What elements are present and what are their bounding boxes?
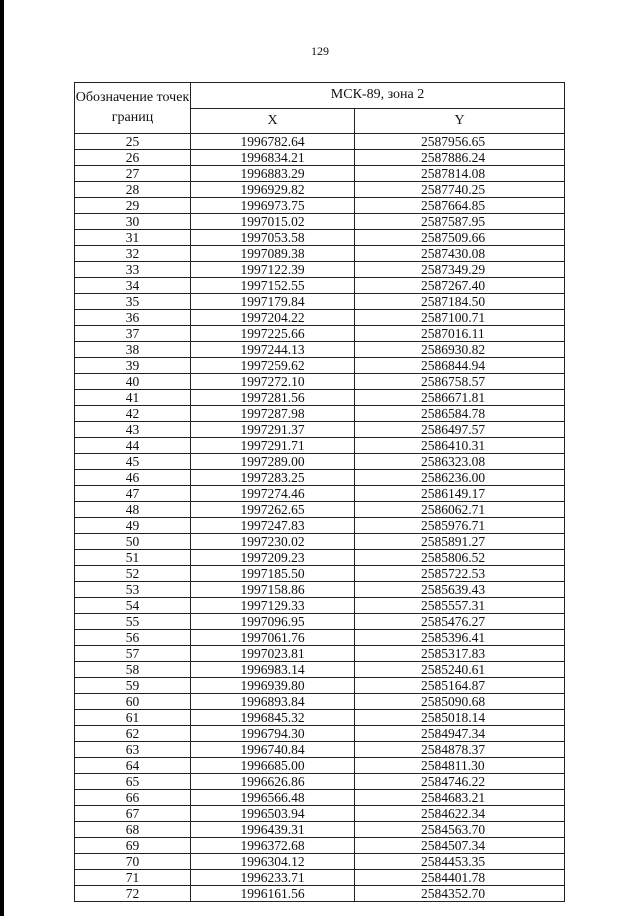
point-number-cell: 39: [75, 358, 191, 374]
point-number-cell: 32: [75, 246, 191, 262]
table-row: [75, 358, 565, 374]
point-number-cell: 60: [75, 694, 191, 710]
table-row: [75, 838, 565, 854]
x-coordinate-cell: 1997291.71: [191, 438, 355, 454]
point-number-cell: 67: [75, 806, 191, 822]
x-coordinate-cell: 1996782.64: [191, 134, 355, 150]
point-number-cell: 52: [75, 566, 191, 582]
point-number-cell: 71: [75, 870, 191, 886]
point-number-cell: 63: [75, 742, 191, 758]
table-row: [75, 646, 565, 662]
point-number-cell: 70: [75, 854, 191, 870]
y-coordinate-cell: 2586497.57: [355, 422, 565, 438]
y-coordinate-cell: 2587587.95: [355, 214, 565, 230]
y-coordinate-cell: 2585240.61: [355, 662, 565, 678]
point-number-cell: 51: [75, 550, 191, 566]
coordinates-table: [74, 82, 565, 902]
point-number-cell: 35: [75, 294, 191, 310]
table-row: [75, 470, 565, 486]
x-coordinate-cell: 1997129.33: [191, 598, 355, 614]
point-number-cell: 48: [75, 502, 191, 518]
table-row: [75, 758, 565, 774]
x-coordinate-cell: 1997289.00: [191, 454, 355, 470]
y-coordinate-cell: 2584563.70: [355, 822, 565, 838]
point-number-cell: 72: [75, 886, 191, 902]
point-number-cell: 69: [75, 838, 191, 854]
table-row: [75, 182, 565, 198]
y-coordinate-cell: 2586323.08: [355, 454, 565, 470]
y-coordinate-cell: 2586236.00: [355, 470, 565, 486]
y-coordinate-cell: 2584622.34: [355, 806, 565, 822]
point-number-cell: 29: [75, 198, 191, 214]
x-coordinate-cell: 1996566.48: [191, 790, 355, 806]
point-number-cell: 40: [75, 374, 191, 390]
point-number-cell: 53: [75, 582, 191, 598]
x-coordinate-cell: 1996161.56: [191, 886, 355, 902]
y-coordinate-cell: 2585164.87: [355, 678, 565, 694]
x-coordinate-cell: 1996626.86: [191, 774, 355, 790]
y-coordinate-cell: 2587886.24: [355, 150, 565, 166]
x-coordinate-cell: 1997204.22: [191, 310, 355, 326]
point-number-cell: 46: [75, 470, 191, 486]
table-row: [75, 454, 565, 470]
table-row: [75, 438, 565, 454]
x-coordinate-cell: 1996685.00: [191, 758, 355, 774]
x-coordinate-cell: 1996233.71: [191, 870, 355, 886]
table-row: [75, 774, 565, 790]
point-number-cell: 64: [75, 758, 191, 774]
point-number-cell: 42: [75, 406, 191, 422]
point-number-cell: 28: [75, 182, 191, 198]
point-number-cell: 57: [75, 646, 191, 662]
table-body: [75, 134, 565, 902]
x-coordinate-cell: 1997262.65: [191, 502, 355, 518]
y-coordinate-cell: 2587016.11: [355, 326, 565, 342]
table-row: [75, 214, 565, 230]
y-coordinate-cell: 2587956.65: [355, 134, 565, 150]
y-coordinate-cell: 2584352.70: [355, 886, 565, 902]
point-number-cell: 33: [75, 262, 191, 278]
table-row: [75, 422, 565, 438]
point-number-cell: 62: [75, 726, 191, 742]
x-coordinate-cell: 1996834.21: [191, 150, 355, 166]
x-coordinate-cell: 1997061.76: [191, 630, 355, 646]
y-coordinate-cell: 2587349.29: [355, 262, 565, 278]
x-coordinate-cell: 1996883.29: [191, 166, 355, 182]
x-coordinate-cell: 1997158.86: [191, 582, 355, 598]
header-coordinate-system: МСК-89, зона 2: [191, 83, 565, 109]
x-coordinate-cell: 1997274.46: [191, 486, 355, 502]
header-points: Обозначение точек границ: [75, 83, 191, 134]
x-coordinate-cell: 1997096.95: [191, 614, 355, 630]
x-coordinate-cell: 1997247.83: [191, 518, 355, 534]
x-coordinate-cell: 1996304.12: [191, 854, 355, 870]
table-row: [75, 534, 565, 550]
point-number-cell: 61: [75, 710, 191, 726]
y-coordinate-cell: 2586671.81: [355, 390, 565, 406]
y-coordinate-cell: 2585722.53: [355, 566, 565, 582]
x-coordinate-cell: 1997089.38: [191, 246, 355, 262]
y-coordinate-cell: 2584683.21: [355, 790, 565, 806]
x-coordinate-cell: 1996439.31: [191, 822, 355, 838]
point-number-cell: 55: [75, 614, 191, 630]
table-row: [75, 886, 565, 902]
x-coordinate-cell: 1997122.39: [191, 262, 355, 278]
table-row: [75, 230, 565, 246]
table-row: [75, 278, 565, 294]
table-row: [75, 662, 565, 678]
point-number-cell: 59: [75, 678, 191, 694]
point-number-cell: 27: [75, 166, 191, 182]
table-row: [75, 502, 565, 518]
table-row: [75, 518, 565, 534]
point-number-cell: 37: [75, 326, 191, 342]
point-number-cell: 44: [75, 438, 191, 454]
y-coordinate-cell: 2587740.25: [355, 182, 565, 198]
y-coordinate-cell: 2584746.22: [355, 774, 565, 790]
point-number-cell: 34: [75, 278, 191, 294]
x-coordinate-cell: 1997291.37: [191, 422, 355, 438]
y-coordinate-cell: 2585891.27: [355, 534, 565, 550]
x-coordinate-cell: 1997225.66: [191, 326, 355, 342]
page-number: 129: [311, 44, 329, 58]
y-coordinate-cell: 2585976.71: [355, 518, 565, 534]
y-coordinate-cell: 2584947.34: [355, 726, 565, 742]
x-coordinate-cell: 1997179.84: [191, 294, 355, 310]
x-coordinate-cell: 1996372.68: [191, 838, 355, 854]
table-row: [75, 726, 565, 742]
table-row: [75, 870, 565, 886]
y-coordinate-cell: 2586930.82: [355, 342, 565, 358]
header-y: Y: [355, 108, 565, 134]
x-coordinate-cell: 1996929.82: [191, 182, 355, 198]
x-coordinate-cell: 1997152.55: [191, 278, 355, 294]
table-row: [75, 742, 565, 758]
y-coordinate-cell: 2586410.31: [355, 438, 565, 454]
table-row: [75, 486, 565, 502]
table-row: [75, 630, 565, 646]
y-coordinate-cell: 2587100.71: [355, 310, 565, 326]
x-coordinate-cell: 1997209.23: [191, 550, 355, 566]
point-number-cell: 68: [75, 822, 191, 838]
x-coordinate-cell: 1997283.25: [191, 470, 355, 486]
x-coordinate-cell: 1997015.02: [191, 214, 355, 230]
table-row: [75, 326, 565, 342]
y-coordinate-cell: 2587430.08: [355, 246, 565, 262]
table-row: [75, 134, 565, 150]
y-coordinate-cell: 2587184.50: [355, 294, 565, 310]
x-coordinate-cell: 1996939.80: [191, 678, 355, 694]
y-coordinate-cell: 2584507.34: [355, 838, 565, 854]
table-row: [75, 678, 565, 694]
y-coordinate-cell: 2585090.68: [355, 694, 565, 710]
point-number-cell: 30: [75, 214, 191, 230]
x-coordinate-cell: 1996893.84: [191, 694, 355, 710]
point-number-cell: 54: [75, 598, 191, 614]
table-row: [75, 854, 565, 870]
y-coordinate-cell: 2587267.40: [355, 278, 565, 294]
x-coordinate-cell: 1997185.50: [191, 566, 355, 582]
point-number-cell: 49: [75, 518, 191, 534]
table-row: [75, 806, 565, 822]
point-number-cell: 36: [75, 310, 191, 326]
y-coordinate-cell: 2585317.83: [355, 646, 565, 662]
x-coordinate-cell: 1997259.62: [191, 358, 355, 374]
table-row: [75, 566, 565, 582]
point-number-cell: 66: [75, 790, 191, 806]
x-coordinate-cell: 1996503.94: [191, 806, 355, 822]
table-row: [75, 374, 565, 390]
y-coordinate-cell: 2585806.52: [355, 550, 565, 566]
y-coordinate-cell: 2585018.14: [355, 710, 565, 726]
header-x: X: [191, 108, 355, 134]
x-coordinate-cell: 1996794.30: [191, 726, 355, 742]
y-coordinate-cell: 2584811.30: [355, 758, 565, 774]
x-coordinate-cell: 1996983.14: [191, 662, 355, 678]
point-number-cell: 56: [75, 630, 191, 646]
x-coordinate-cell: 1997023.81: [191, 646, 355, 662]
table-row: [75, 598, 565, 614]
x-coordinate-cell: 1997053.58: [191, 230, 355, 246]
y-coordinate-cell: 2584453.35: [355, 854, 565, 870]
point-number-cell: 26: [75, 150, 191, 166]
y-coordinate-cell: 2586844.94: [355, 358, 565, 374]
point-number-cell: 65: [75, 774, 191, 790]
point-number-cell: 41: [75, 390, 191, 406]
y-coordinate-cell: 2587814.08: [355, 166, 565, 182]
table-row: [75, 150, 565, 166]
point-number-cell: 50: [75, 534, 191, 550]
table-row: [75, 198, 565, 214]
x-coordinate-cell: 1996740.84: [191, 742, 355, 758]
x-coordinate-cell: 1997272.10: [191, 374, 355, 390]
table-row: [75, 246, 565, 262]
y-coordinate-cell: 2584878.37: [355, 742, 565, 758]
y-coordinate-cell: 2585396.41: [355, 630, 565, 646]
table-row: [75, 694, 565, 710]
y-coordinate-cell: 2585557.31: [355, 598, 565, 614]
table-row: [75, 310, 565, 326]
y-coordinate-cell: 2585639.43: [355, 582, 565, 598]
table-row: [75, 342, 565, 358]
y-coordinate-cell: 2586758.57: [355, 374, 565, 390]
x-coordinate-cell: 1996973.75: [191, 198, 355, 214]
y-coordinate-cell: 2584401.78: [355, 870, 565, 886]
x-coordinate-cell: 1997244.13: [191, 342, 355, 358]
table-row: [75, 614, 565, 630]
y-coordinate-cell: 2587509.66: [355, 230, 565, 246]
table-row: [75, 822, 565, 838]
table-row: [75, 406, 565, 422]
y-coordinate-cell: 2587664.85: [355, 198, 565, 214]
x-coordinate-cell: 1997281.56: [191, 390, 355, 406]
y-coordinate-cell: 2585476.27: [355, 614, 565, 630]
y-coordinate-cell: 2586149.17: [355, 486, 565, 502]
point-number-cell: 43: [75, 422, 191, 438]
point-number-cell: 58: [75, 662, 191, 678]
table-row: [75, 166, 565, 182]
point-number-cell: 25: [75, 134, 191, 150]
y-coordinate-cell: 2586584.78: [355, 406, 565, 422]
table-row: [75, 790, 565, 806]
y-coordinate-cell: 2586062.71: [355, 502, 565, 518]
point-number-cell: 47: [75, 486, 191, 502]
point-number-cell: 38: [75, 342, 191, 358]
point-number-cell: 31: [75, 230, 191, 246]
point-number-cell: 45: [75, 454, 191, 470]
x-coordinate-cell: 1996845.32: [191, 710, 355, 726]
x-coordinate-cell: 1997287.98: [191, 406, 355, 422]
scan-edge: [0, 0, 4, 916]
x-coordinate-cell: 1997230.02: [191, 534, 355, 550]
table-row: [75, 710, 565, 726]
table-row: [75, 582, 565, 598]
table-row: [75, 294, 565, 310]
table-row: [75, 390, 565, 406]
table-row: [75, 262, 565, 278]
table-row: [75, 550, 565, 566]
